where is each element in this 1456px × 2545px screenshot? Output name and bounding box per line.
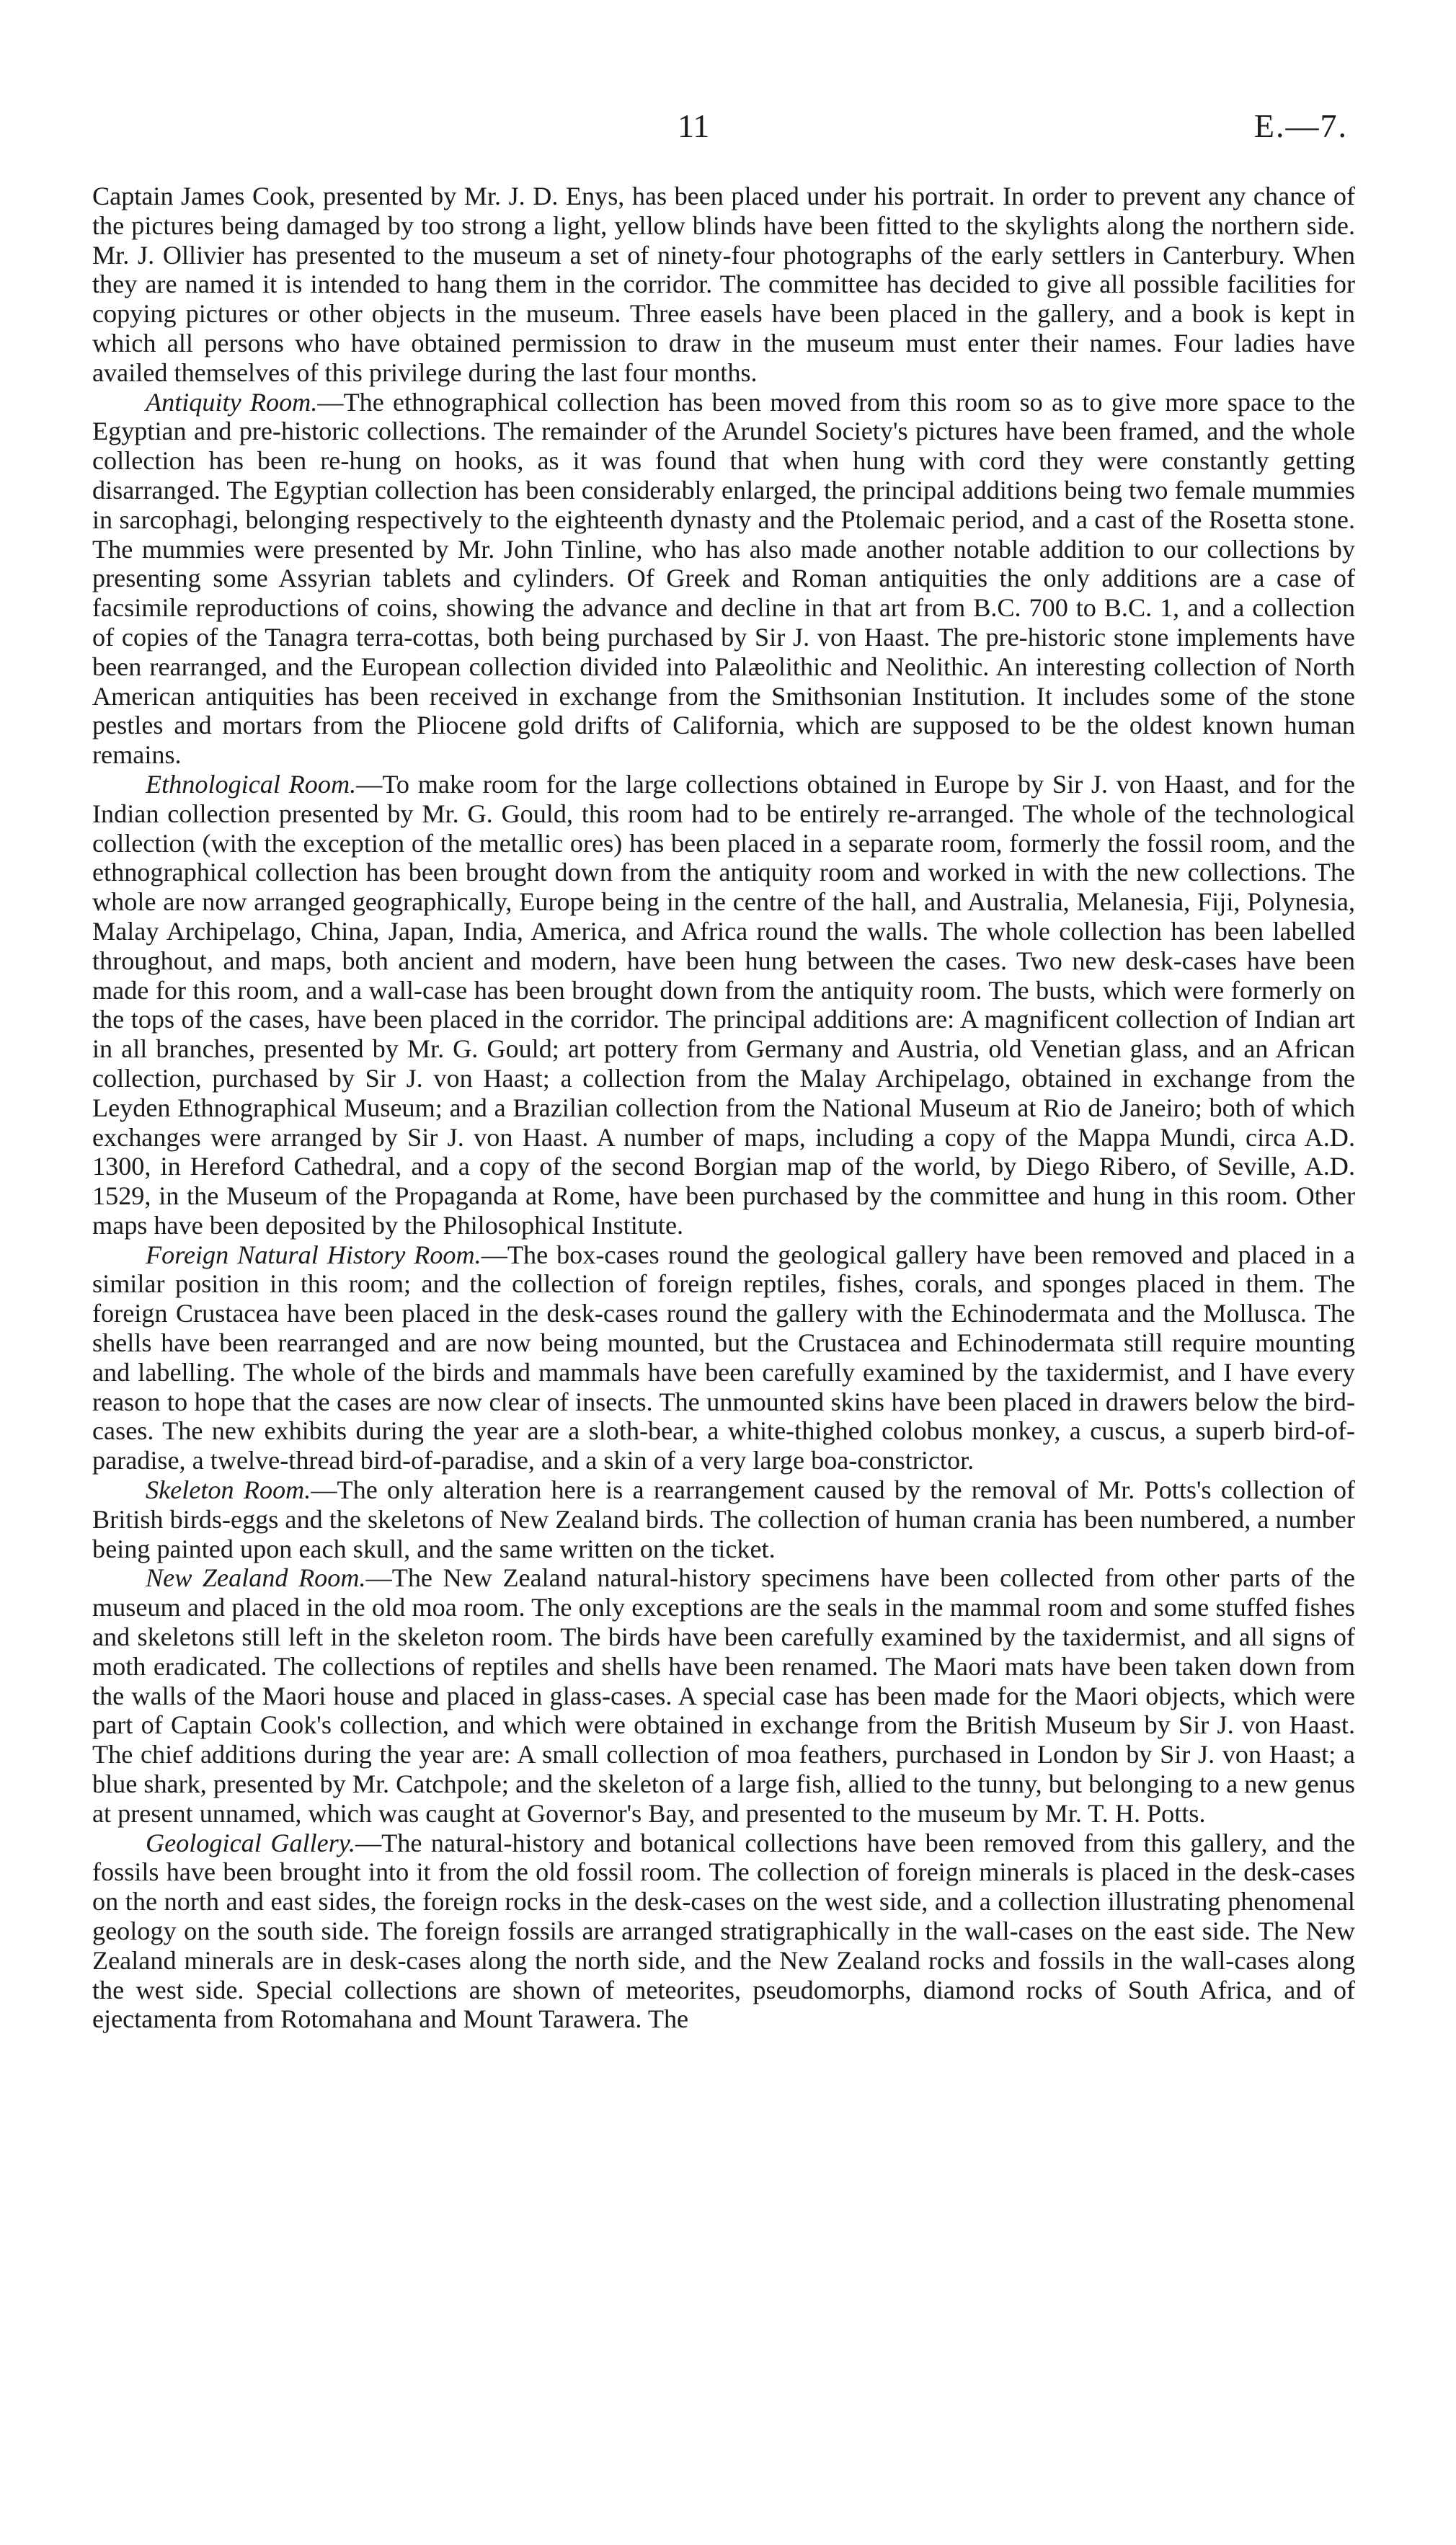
paragraph-text: —The New Zealand natural-history specimens have been collected from other parts of the museum and placed in the old moa room. The only exceptions are the seals in the mammal room and some stuffed fishes and skeletons still left in the skeleton room. The birds have been carefully examined by the taxidermist, and all signs of moth eradicated. The collections of reptiles and shells have been renamed. The Maori mats have been taken down from the walls of the Maori house and placed in glass-cases. A special case has been made for the Maori objects, which were part of Captain Cook's collection, and which were obtained in exchange from the British Museum by Sir J. von Haast. The chief additions during the year are: A small collection of moa feathers, purchased in London by Sir J. von Haast; a blue shark, presented by Mr. Catchpole; and the skeleton of a large fish, allied to the tunny, but belonging to a new genus at present unnamed, which was caught at Governor's Bay, and presented to the museum by Mr. T. H. Potts. (92, 1563, 1355, 1828)
paragraph-text: —The box-cases round the geological gallery have been removed and placed in a similar position in this room; and the collection of foreign reptiles, fishes, corals, and sponges placed in them. The foreign Crustacea have been placed in the desk-cases round the gallery with the Echinodermata and the Mollusca. The shells have been rearranged and are now being mounted, but the Crustacea and Echinodermata still require mounting and labelling. The whole of the birds and mammals have been carefully examined by the taxidermist, and I have every reason to hope that the cases are now clear of insects. The unmounted skins have been placed in drawers below the bird-cases. The new exhibits during the year are a sloth-bear, a white-thighed colobus monkey, a cuscus, a superb bird-of-paradise, a twelve-thread bird-of-paradise, and a skin of a very large boa-constrictor. (92, 1240, 1355, 1475)
paragraph-text: Captain James Cook, presented by Mr. J. D. Enys, has been placed under his portrait. In order to prevent any chance of the pictures being damaged by too strong a light, yellow blinds have been fitted to the skylights along the northern side. Mr. J. Ollivier has presented to the museum a set of ninety-four photographs of the early settlers in Canterbury. When they are named it is intended to hang them in the corridor. The committee has decided to give all possible facilities for copying pictures or other objects in the museum. Three easels have been placed in the gallery, and a book is kept in which all persons who have obtained permission to draw in the museum must enter their names. Four ladies have availed themselves of this privilege during the last four months. (92, 182, 1355, 387)
section-title-geological-gallery: Geological Gallery. (146, 1828, 355, 1857)
paragraph-skeleton-room (92, 1475, 1355, 1563)
section-title-antiquity-room: Antiquity Room. (146, 387, 318, 417)
paragraph-geological-gallery (92, 1829, 1355, 2035)
page-header (0, 107, 1456, 150)
paragraph-intro (92, 182, 1355, 388)
paragraph-text: —The ethnographical collection has been moved from this room so as to give more space to the Egyptian and pre-historic collections. The remainder of the Arundel Society's pictures have been framed, and the whole collection has been re-hung on hooks, as it was found that when hung with cord they were constantly getting disarranged. The Egyptian collection has been considerably enlarged, the principal additions being two female mummies in sarcophagi, belonging respectively to the eighteenth dynasty and the Ptolemaic period, and a cast of the Rosetta stone. The mummies were presented by Mr. John Tinline, who has also made another notable addition to our collections by presenting some Assyrian tablets and cylinders. Of Greek and Roman antiquities the only additions are a case of facsimile reproductions of coins, showing the advance and decline in that art from B.C. 700 to B.C. 1, and a collection of copies of the Tanagra terra-cottas, both being purchased by Sir J. von Haast. The pre-historic stone implements have been rearranged, and the European collection divided into Palæolithic and Neolithic. An interesting collection of North American antiquities has been received in exchange from the Smithsonian Institution. It includes some of the stone pestles and mortars from the Pliocene gold drifts of California, which are supposed to be the oldest known human remains. (92, 387, 1355, 770)
paragraph-foreign-natural-history-room (92, 1240, 1355, 1475)
paragraph-text: —The only alteration here is a rearrangement caused by the removal of Mr. Potts's collection of British birds-eggs and the skeletons of New Zealand birds. The collection of human crania has been numbered, a number being painted upon each skull, and the same written on the ticket. (92, 1475, 1355, 1563)
section-title-foreign-natural-history-room: Foreign Natural History Room. (146, 1240, 481, 1269)
page-number: 11 (678, 107, 710, 144)
section-title-ethnological-room: Ethnological Room. (146, 769, 357, 799)
paragraph-new-zealand-room (92, 1563, 1355, 1828)
body-text (92, 182, 1355, 2034)
series-code: E.—7. (1253, 107, 1348, 144)
section-title-skeleton-room: Skeleton Room. (146, 1475, 311, 1505)
paragraph-text: —The natural-history and botanical collections have been removed from this gallery, and the fossils have been brought into it from the old fossil room. The collection of foreign minerals is placed in the desk-cases on the north and east sides, the foreign rocks in the desk-cases on the west side, and a collection illustrating phenomenal geology on the south side. The foreign fossils are arranged stratigraphically in the wall-cases on the east side. The New Zealand minerals are in desk-cases along the north side, and the New Zealand rocks and fossils in the wall-cases along the west side. Special collections are shown of meteorites, pseudomorphs, diamond rocks of South Africa, and of ejectamenta from Rotomahana and Mount Tarawera. The (92, 1828, 1355, 2034)
paragraph-ethnological-room (92, 770, 1355, 1240)
paragraph-text: —To make room for the large collections obtained in Europe by Sir J. von Haast, and for the Indian collection presented by Mr. G. Gould, this room had to be entirely re-arranged. The whole of the technological collection (with the exception of the metallic ores) has been placed in a separate room, formerly the fossil room, and the ethnographical collection has been brought down from the antiquity room and worked in with the new collections. The whole are now arranged geographically, Europe being in the centre of the hall, and Australia, Melanesia, Fiji, Polynesia, Malay Archipelago, China, Japan, India, America, and Africa round the walls. The whole collection has been labelled throughout, and maps, both ancient and modern, have been hung between the cases. Two new desk-cases have been made for this room, and a wall-case has been brought down from the antiquity room. The busts, which were formerly on the tops of the cases, have been placed in the corridor. The principal additions are: A magnificent collection of Indian art in all branches, presented by Mr. G. Gould; art pottery from Germany and Austria, old Venetian glass, and an African collection, purchased by Sir J. von Haast; a collection from the Malay Archipelago, obtained in exchange from the Leyden Ethnographical Museum; and a Brazilian collection from the National Museum at Rio de Janeiro; both of which exchanges were arranged by Sir J. von Haast. A number of maps, including a copy of the Mappa Mundi, circa A.D. 1300, in Hereford Cathedral, and a copy of the second Borgian map of the world, by Diego Ribero, of Seville, A.D. 1529, in the Museum of the Propaganda at Rome, have been purchased by the committee and hung in this room. Other maps have been deposited by the Philosophical Institute. (92, 769, 1355, 1240)
paragraph-antiquity-room (92, 388, 1355, 770)
section-title-new-zealand-room: New Zealand Room. (146, 1563, 366, 1593)
